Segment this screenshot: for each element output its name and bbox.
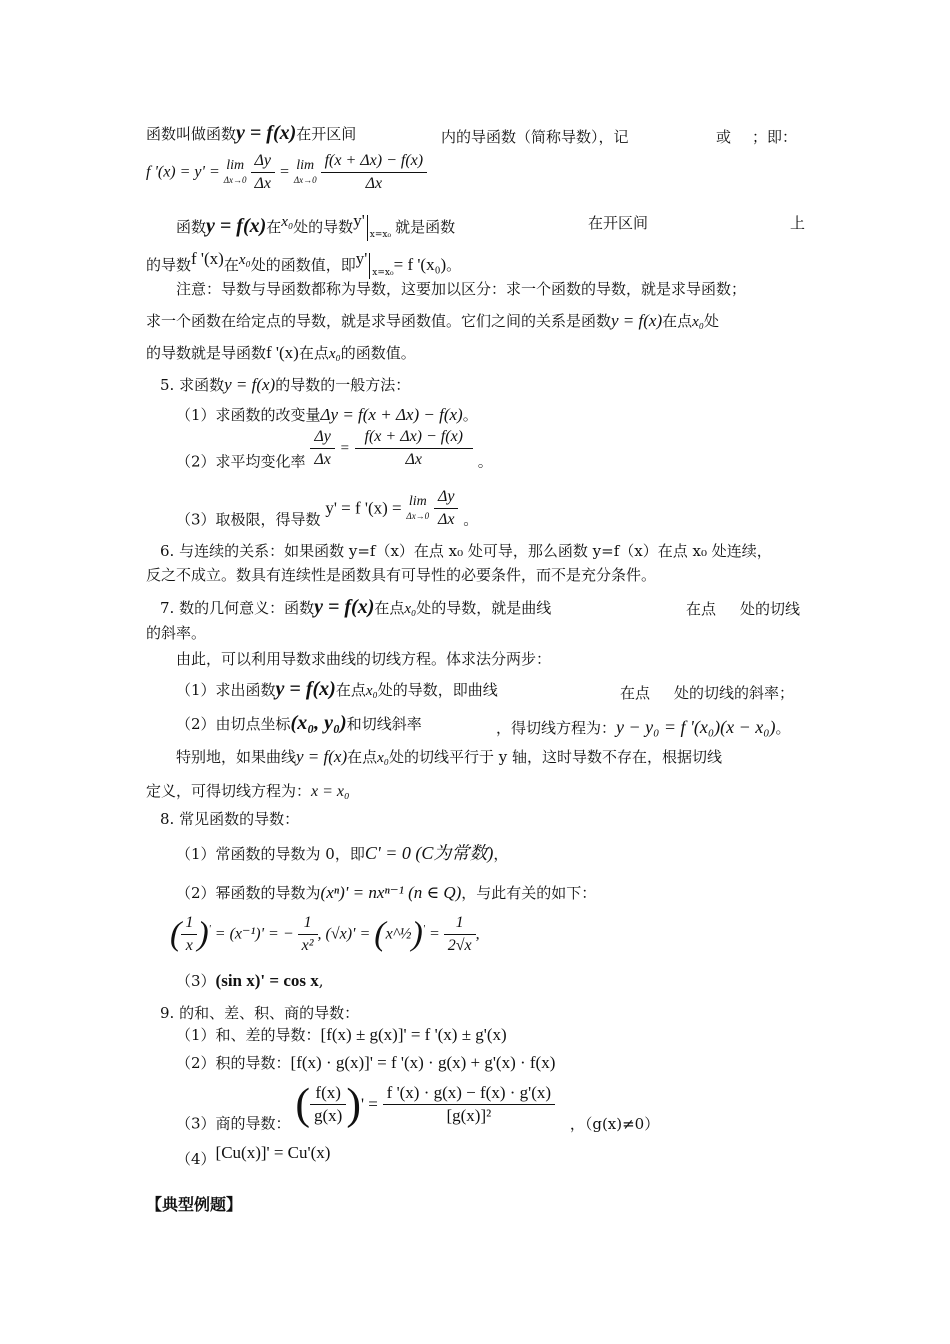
math-sin-derivative: (sin x)' = cos x [215,971,319,990]
paren-left: ( [170,915,182,953]
line-4 [146,248,461,279]
text: , [318,972,324,990]
math-y-fx: y = f(x) [206,215,267,237]
math-y-prime: y' = f '(x) = [325,498,402,518]
equals: = [339,440,350,457]
math-product-rule: [f(x) · g(x)]' = f '(x) · g(x) + g'(x) · f(x) [290,1053,556,1072]
text: 。 [775,719,791,737]
eval-bar: x=x₀ [367,215,391,241]
line-3b [588,212,648,234]
math-x0: x₀ [328,346,341,362]
denominator: x² [301,937,314,954]
math-constant-multiple: [Cu(x)]' = Cu'(x) [215,1143,331,1162]
denominator: Δx [314,451,331,468]
section-6-line-2 [146,564,656,586]
text: 5. 求函数 [160,376,225,394]
text: （1）求出函数 [176,681,276,699]
text: 在点 [298,344,329,362]
paren-left: ( [374,915,386,953]
fraction-dy-dx [310,426,335,471]
numerator: 1 [298,912,318,935]
text: 在 [266,218,282,236]
line-1b [441,126,629,148]
eval-bar: x=x₀ [369,253,393,279]
math-y-fx: y = f(x) [314,596,375,618]
text: ，与此有关的如下： [461,884,597,902]
math-constant-derivative: C' = 0 (C为常数) [364,843,494,863]
section-9-item-2 [176,1052,555,1074]
text: 处的导数，就是曲线 [416,599,552,617]
text: （3） [176,972,216,990]
text: （2）积的导数： [176,1054,291,1072]
note-line-3 [146,342,416,365]
note-line-1 [176,278,746,300]
section-7-step-1c [674,682,794,704]
math-y-fx: y = f(x) [236,122,297,144]
text: 8. 常见函数的导数： [160,810,300,828]
text: （3）取极限，得导数 [176,510,321,529]
text: 处的切线的斜率； [674,684,795,702]
numerator: Δy [251,150,276,173]
text: （4） [176,1150,216,1168]
denominator: Δx [437,511,455,528]
math-x0: x₀ [281,214,294,230]
denominator: x [185,937,193,954]
lim-sub: Δx→0 [223,174,247,185]
text: 的斜率。 [146,624,207,642]
text: 注意：导数与导函数都称为导数，这要加以区分：求一个函数的导数，就是求导函数； [176,280,747,298]
numerator: f(x + Δx) − f(x) [321,150,428,173]
line-1c [716,126,731,148]
text: 。 [463,510,479,529]
text: 由此，可以利用导数求曲线的切线方程。体求法分两步： [176,650,552,668]
text: 或 [716,128,732,146]
lim-sub: Δx→0 [406,510,430,521]
paren-right: ) [197,915,209,953]
limit [224,159,247,187]
math-expression: = (x⁻¹)' = − [214,925,294,943]
step-3 [176,486,478,531]
section-7-line-1 [160,596,551,620]
fraction-quotient-rule [383,1082,555,1127]
limit [406,495,429,523]
section-7-step-2b [496,716,791,739]
math-y-fx: y = f(x) [224,375,276,394]
numerator: f(x + Δx) − f(x) [355,426,474,449]
text: 在点 [374,599,405,617]
paren-left: ( [295,1079,310,1129]
section-9-item-3 [176,1079,660,1135]
fraction-difference-quotient [355,426,474,471]
comma: , [475,925,480,943]
section-9-item-4 [176,1142,330,1170]
lim-label: lim [296,157,315,173]
section-6-line-1 [160,540,772,562]
section-8-power-examples [170,912,480,957]
text: 。 [446,256,462,274]
text: 的导数就是导函数 [146,344,267,362]
section-9-title [160,1002,359,1024]
math-x-eq-x0: x = x₀ [311,783,350,800]
math-x0: x₀ [238,252,251,268]
numerator: 1 [444,912,476,935]
text: 函数 [176,218,207,236]
text: 。 [462,406,478,424]
comma: , [317,925,322,943]
section-8-item-2 [176,882,596,904]
text: ，得切线方程为： [496,719,617,737]
line-1 [146,122,356,145]
math-sum-rule: [f(x) ± g(x)]' = f '(x) ± g'(x) [320,1025,507,1044]
text: ；即： [752,128,798,146]
prime-mark: ' [208,923,211,935]
text: 的导数的一般方法： [275,376,411,394]
text: 在点 [662,312,693,330]
numerator: Δy [310,426,335,449]
section-9-item-1 [176,1024,507,1046]
fraction-dy-dx [251,150,276,195]
text: 就是函数 [395,218,456,236]
denominator: 2√x [447,937,472,954]
text: 内的导函数（简称导数），记 [441,128,629,146]
math-delta-y: Δy = f(x + Δx) − f(x) [320,405,463,424]
lim-label: lim [226,157,245,173]
denominator: Δx [254,175,272,192]
section-7-step-1 [176,678,498,702]
math-x-half-power: x^½ [385,925,412,943]
section-8-title [160,808,299,830]
text: 处 [704,312,720,330]
text: 处的切线 [740,600,801,618]
math-power-derivative: (xⁿ)' = nxⁿ⁻¹ (n ∈ Q) [320,883,462,902]
fraction-f-over-g [310,1082,346,1127]
text: （2）由切点坐标 [176,715,291,733]
text: 在 [223,256,239,274]
numerator: Δy [434,486,459,509]
section-7-line-1c [740,598,800,620]
fraction-one-over-x [181,912,197,957]
section-7-line-3 [176,648,551,670]
line-1d [752,126,797,148]
paren-right: ) [346,1079,361,1129]
section-heading-examples [146,1194,242,1216]
line-3 [176,210,455,241]
section-8-item-1 [176,842,508,865]
lim-sub: Δx→0 [293,174,317,185]
section-7-special-1 [176,746,722,769]
line-3c [790,212,805,234]
section-7-line-2 [146,622,206,644]
step-1 [176,404,478,426]
text: 的导数 [146,256,192,274]
text: （1）常函数的导数为 0，即 [176,845,365,863]
heading-text: 【典型例题】 [146,1195,243,1214]
text: 在点 [686,600,717,618]
math-y-prime: y' [355,249,368,268]
text: 处的导数 [293,218,354,236]
section-7-step-2 [176,712,422,735]
step-2 [176,426,493,473]
prime-mark: ' [422,923,425,935]
text: 。 [477,452,493,471]
text: 上 [790,214,806,232]
math-prime-equals: ' = [360,1094,378,1114]
text: 和切线斜率 [346,715,422,733]
text: 处的切线平行于 y 轴，这时导数不存在，根据切线 [389,748,723,766]
denominator: g(x) [313,1106,343,1125]
math-point: (x₀, y₀) [290,712,347,734]
denominator: Δx [365,175,383,192]
text: 处的导数，即曲线 [377,681,498,699]
text: 9. 的和、差、积、商的导数： [160,1004,360,1022]
math-f-prime: f '(x) [266,343,299,362]
math-equals-f-prime-x0: = f '(x₀) [393,255,447,274]
denominator: [g(x)]² [446,1106,492,1125]
lim-label: lim [408,493,427,509]
text: 在点 [620,684,651,702]
text: 特别地，如果曲线 [176,748,297,766]
math-tangent-equation: y − y₀ = f '(x₀)(x − x₀) [616,717,776,737]
text: 在开区间 [588,214,649,232]
text: 在开区间 [296,125,357,143]
text: 定义，可得切线方程为： [146,782,312,800]
math-x0: x₀ [404,601,417,617]
formula-derivative-definition [146,150,427,195]
equals: = [428,925,440,943]
text: 在点 [335,681,366,699]
equals: = [279,163,290,181]
fraction-one-over-x-squared [298,912,318,957]
text: 的函数值。 [340,344,416,362]
text: （2）求平均变化率 [176,452,306,471]
math-y-fx: y = f(x) [611,311,663,330]
section-7-line-1b [686,598,716,620]
numerator: f(x) [310,1082,346,1105]
math-sqrt-derivative: (√x)' = [325,925,371,943]
fraction-one-over-2sqrtx [444,912,476,957]
text: 6. 与连续的关系：如果函数 y=f（x）在点 x₀ 处可导，那么函数 y=f（x）在点 x₀ 处连续， [160,542,772,560]
math-y-fx: y = f(x) [296,747,348,766]
text: （3）商的导数： [176,1114,291,1133]
text: 7. 数的几何意义：函数 [160,599,315,617]
text: （2）幂函数的导数为 [176,884,321,902]
denominator: Δx [405,451,423,468]
math-y-fx: y = f(x) [275,678,336,700]
text: （1）和、差的导数： [176,1026,321,1044]
section-7-step-1b [620,682,650,704]
text: 处的函数值，即 [250,256,356,274]
fraction-difference-quotient [321,150,428,195]
text: ， [493,845,509,863]
numerator: f '(x) · g(x) − f(x) · g'(x) [383,1082,555,1105]
text: 在点 [347,748,378,766]
text: 求一个函数在给定点的导数，就是求导函数值。它们之间的关系是函数 [146,312,612,330]
text: 函数叫做函数 [146,125,237,143]
math-x0: x₀ [692,314,705,330]
numerator: 1 [181,912,197,935]
section-7-special-2 [146,780,350,803]
math-x0: x₀ [365,683,378,699]
text: 反之不成立。数具有连续性是函数具有可导性的必要条件，而不是充分条件。 [146,566,657,584]
paren-right: ) [411,915,423,953]
section-8-item-3 [176,970,324,992]
section-5-title [160,374,410,396]
math-x0: x₀ [377,750,390,766]
text: ，（g(x)≠0） [569,1114,660,1133]
text: （1）求函数的改变量 [176,406,321,424]
limit-2 [294,159,317,187]
math-f-prime: f '(x) [191,249,224,268]
lhs: f '(x) = y' = [146,163,220,181]
math-y-prime: y' [353,211,365,230]
fraction-dy-dx [434,486,459,531]
note-line-2 [146,310,719,333]
